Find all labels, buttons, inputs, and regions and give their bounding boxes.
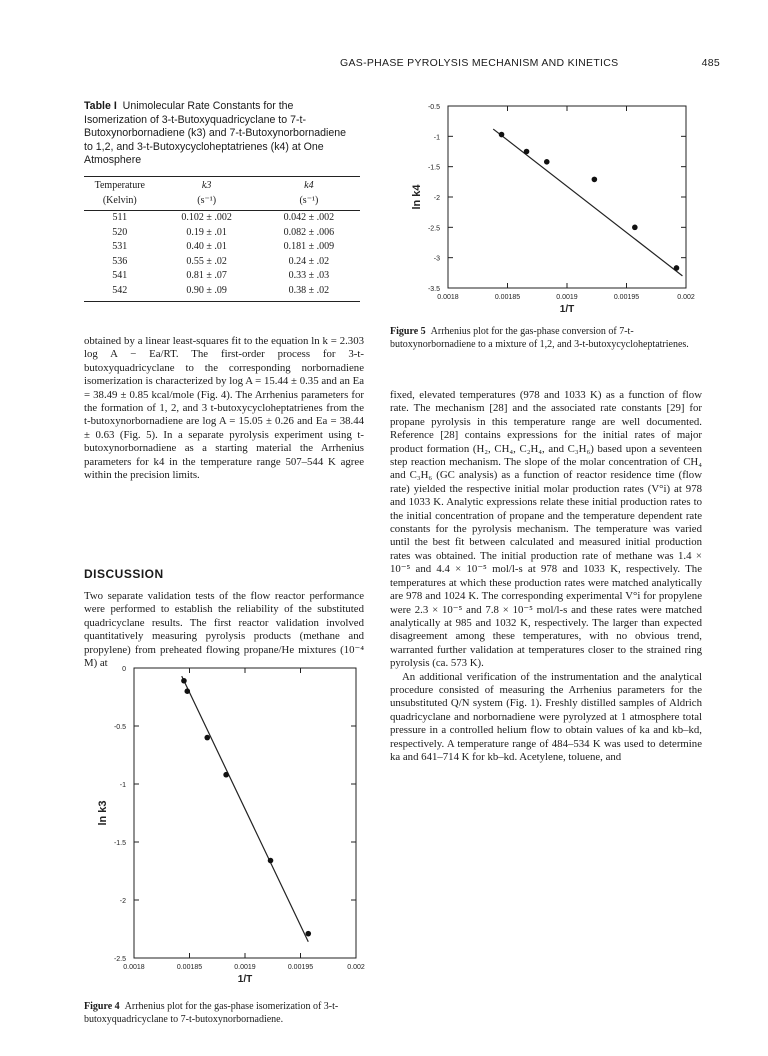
figure-4-plot <box>94 660 370 995</box>
y-tick-label: -1 <box>119 782 126 789</box>
figure-5-plot <box>400 96 700 316</box>
figure-4-caption <box>84 1001 368 1027</box>
figure-4-caption-text: Arrhenius plot for the gas-phase isomerization of 3-t-butoxyquadricyclane to 7-t-butoxynorbornadiene. <box>84 1001 339 1025</box>
y-axis-label: ln k3 <box>97 800 109 826</box>
header-k3-unit: (s⁻¹) <box>156 194 258 211</box>
cell-temperature: 520 <box>112 226 128 238</box>
x-tick-label: 0.00185 <box>176 964 203 971</box>
y-tick-label: -2 <box>433 195 440 202</box>
running-head <box>340 57 720 69</box>
x-tick-label: 0.0019 <box>556 294 578 301</box>
y-tick-label: -3.5 <box>427 286 440 293</box>
cell-k3: 0.102 ± .002 <box>181 212 232 223</box>
data-point <box>305 931 311 937</box>
data-point <box>184 688 190 694</box>
body-text-left-2: Two separate validation tests of the flow reactor performance were performed to establish the reliability of the substituted quadricyclane results. The first reactor validation involved quantitatively measuring pyrolysis products (methane and propylene) from preheated flowing propane/He mixtures (10⁻⁴ M) at <box>84 590 364 670</box>
table-row <box>84 211 360 226</box>
x-tick-label: 0.00195 <box>613 294 640 301</box>
page-number: 485 <box>701 57 720 69</box>
plot-frame <box>134 668 356 958</box>
figure-5-caption-text: Arrhenius plot for the gas-phase conversion of 7-t-butoxynorbornadiene to a mixture of 1,2, and 3-t-butoxycycloheptatrienes. <box>390 326 689 350</box>
y-tick-label: -2.5 <box>113 956 126 963</box>
table-row <box>84 255 360 270</box>
cell-temperature: 541 <box>112 270 128 281</box>
body-text-right-2: An additional verification of the instrumentation and the analytical procedure consisted of measuring the Arrhenius parameters for the unsubstituted Q/N system (Fig. 1). Freshly distilled samples of Aldrich quadricyclane and norbornadiene were pyrolyzed at 1 atmosphere total pressure in a controlled helium flow to obtain values of ka and kb–kd, respectively. A temperature range of 484–534 K was used to determine ka and 641–714 K for kb–kd. Acetylene, toluene, and <box>390 670 702 763</box>
fit-line <box>493 129 682 276</box>
y-tick-label: -0.5 <box>113 724 126 731</box>
cell-k3: 0.55 ± .02 <box>186 255 227 267</box>
data-point <box>204 735 210 741</box>
rate-constant-table <box>84 176 360 302</box>
data-point <box>268 858 274 864</box>
section-heading-discussion: DISCUSSION <box>84 567 164 581</box>
figure-5-label: Figure 5 <box>390 326 426 337</box>
body-text-right <box>390 389 702 764</box>
y-tick-label: -1.5 <box>427 164 440 172</box>
data-point <box>592 177 598 183</box>
x-tick-label: 0.002 <box>677 294 695 301</box>
running-head-title: GAS-PHASE PYROLYSIS MECHANISM AND KINETICS <box>340 57 619 69</box>
x-tick-label: 0.0019 <box>234 964 256 971</box>
x-axis-label: 1/T <box>559 304 575 315</box>
cell-k4: 0.33 ± .03 <box>288 270 330 281</box>
table-label: Table I <box>84 100 117 112</box>
header-temperature: Temperature <box>84 177 156 194</box>
table-row <box>84 269 360 284</box>
data-point <box>544 159 550 165</box>
table-row <box>84 240 360 255</box>
y-tick-label: -2.5 <box>427 225 440 233</box>
y-tick-label: -0.5 <box>427 104 440 111</box>
x-tick-label: 0.00185 <box>494 294 521 301</box>
table-caption <box>84 100 354 168</box>
cell-k3: 0.81 ± .07 <box>186 270 227 281</box>
header-k4: k4 <box>258 177 360 194</box>
data-point <box>674 265 680 271</box>
cell-temperature: 542 <box>84 284 156 302</box>
cell-k4: 0.181 ± .009 <box>283 241 335 252</box>
cell-temperature: 536 <box>112 255 128 267</box>
data-point <box>499 132 505 138</box>
header-temperature-unit: (Kelvin) <box>84 194 156 211</box>
x-tick-label: 0.0018 <box>123 964 145 971</box>
plot-frame <box>448 106 686 288</box>
body-text-left-1: obtained by a linear least-squares fit to the equation ln k = 2.303 log A − Ea/RT. The first-order process for 3-t-butoxyquadricyclane to the corresponding norbornadiene isomerization is characterized by log A = 15.44 ± 0.35 and an Ea = 38.49 ± 0.85 kcal/mole (Fig. 4). The Arrhenius parameters for the formation of 1, 2, and 3 t-butoxycycloheptatrienes from the t-butoxynorbornadiene are log A = 15.05 ± 0.26 and Ea = 38.44 ± 0.63 (Fig. 5). In a separate pyrolysis experiment using t-butoxynorbornadiene as a starting material the Arrhenius parameters for k4 in the temperature range 507–544 K agree within the precision limits. <box>84 335 364 482</box>
body-text-right-1: fixed, elevated temperatures (978 and 1033 K) as a function of flow rate. The mechanism [28] and the associated rate constants [29] for propane pyrolysis in this temperature range are well documented. Reference [28] contains expressions for the initial rates of major product formation (H₂, CH₄, C₂H₄, and C₃H₆) based upon a seventeen step reaction mechanism. The slope of the molar concentration of CH₄ and C₃H₆ (GC analysis) as a function of reactor residence time (flow rate) yielded the respective initial molar production rates (V°i) at 978 and 1033 K. Analytic expressions relate these initial production rates to the initial concentration of propane and the temperature dependent rate constants for the pyrolysis mechanism. The temperature was varied until the best fit between calculated and measured initial production rates was obtained. The initial production rate of methane was 1.4 × 10⁻⁵ and 4.4 × 10⁻⁵ mol/l-s at 978 and 1033 K, respectively. The temperatures at which these production rates were matched analytically are 978 and 1024 K. The corresponding experimental V°i for propylene were 2.3 × 10⁻⁵ and 7.8 × 10⁻⁵ mol/l-s and these rates were matched analytically at 985 and 1032 K, respectively. The larger than expected disagreement among these temperatures, with no obvious trend, warranted further validation at temperatures closer to the strained ring pyrolysis (ca. 573 K). <box>390 389 702 670</box>
cell-k4: 0.042 ± .002 <box>283 212 335 223</box>
cell-k3: 0.40 ± .01 <box>186 241 227 252</box>
cell-temperature: 511 <box>112 212 128 223</box>
y-tick-label: -1.5 <box>113 840 126 847</box>
cell-k3: 0.19 ± .01 <box>186 226 227 238</box>
cell-k4: 0.082 ± .006 <box>283 226 335 238</box>
y-tick-label: -3 <box>433 255 440 263</box>
x-axis-label: 1/T <box>237 974 253 985</box>
y-tick-label: -2 <box>119 898 126 905</box>
cell-temperature: 531 <box>112 241 128 252</box>
table-row <box>84 226 360 241</box>
data-point <box>632 225 638 231</box>
figure-5-caption <box>390 326 702 352</box>
data-point <box>524 149 530 155</box>
cell-k3: 0.90 ± .09 <box>156 284 258 302</box>
fit-line <box>182 676 309 942</box>
header-k3: k3 <box>156 177 258 194</box>
x-tick-label: 0.00195 <box>287 964 314 971</box>
data-point <box>223 772 229 778</box>
figure-4-label: Figure 4 <box>84 1001 120 1012</box>
cell-k4: 0.24 ± .02 <box>288 255 330 267</box>
cell-k4: 0.38 ± .02 <box>258 284 360 302</box>
data-point <box>181 678 187 684</box>
y-axis-label: ln k4 <box>411 184 423 210</box>
y-tick-label: 0 <box>122 666 126 673</box>
x-tick-label: 0.0018 <box>437 294 459 301</box>
header-k4-unit: (s⁻¹) <box>258 194 360 211</box>
table-caption-text: Unimolecular Rate Constants for the Isomerization of 3-t-Butoxyquadricyclane to 7-t-Butoxynorbornadiene (k3) and 7-t-Butoxynorbornadiene to 1,2, and 3-t-Butoxycycloheptatrienes (k4) at One Atmosphere <box>84 100 347 166</box>
table-row <box>84 284 360 302</box>
y-tick-label: -1 <box>433 134 440 142</box>
x-tick-label: 0.002 <box>347 964 365 971</box>
